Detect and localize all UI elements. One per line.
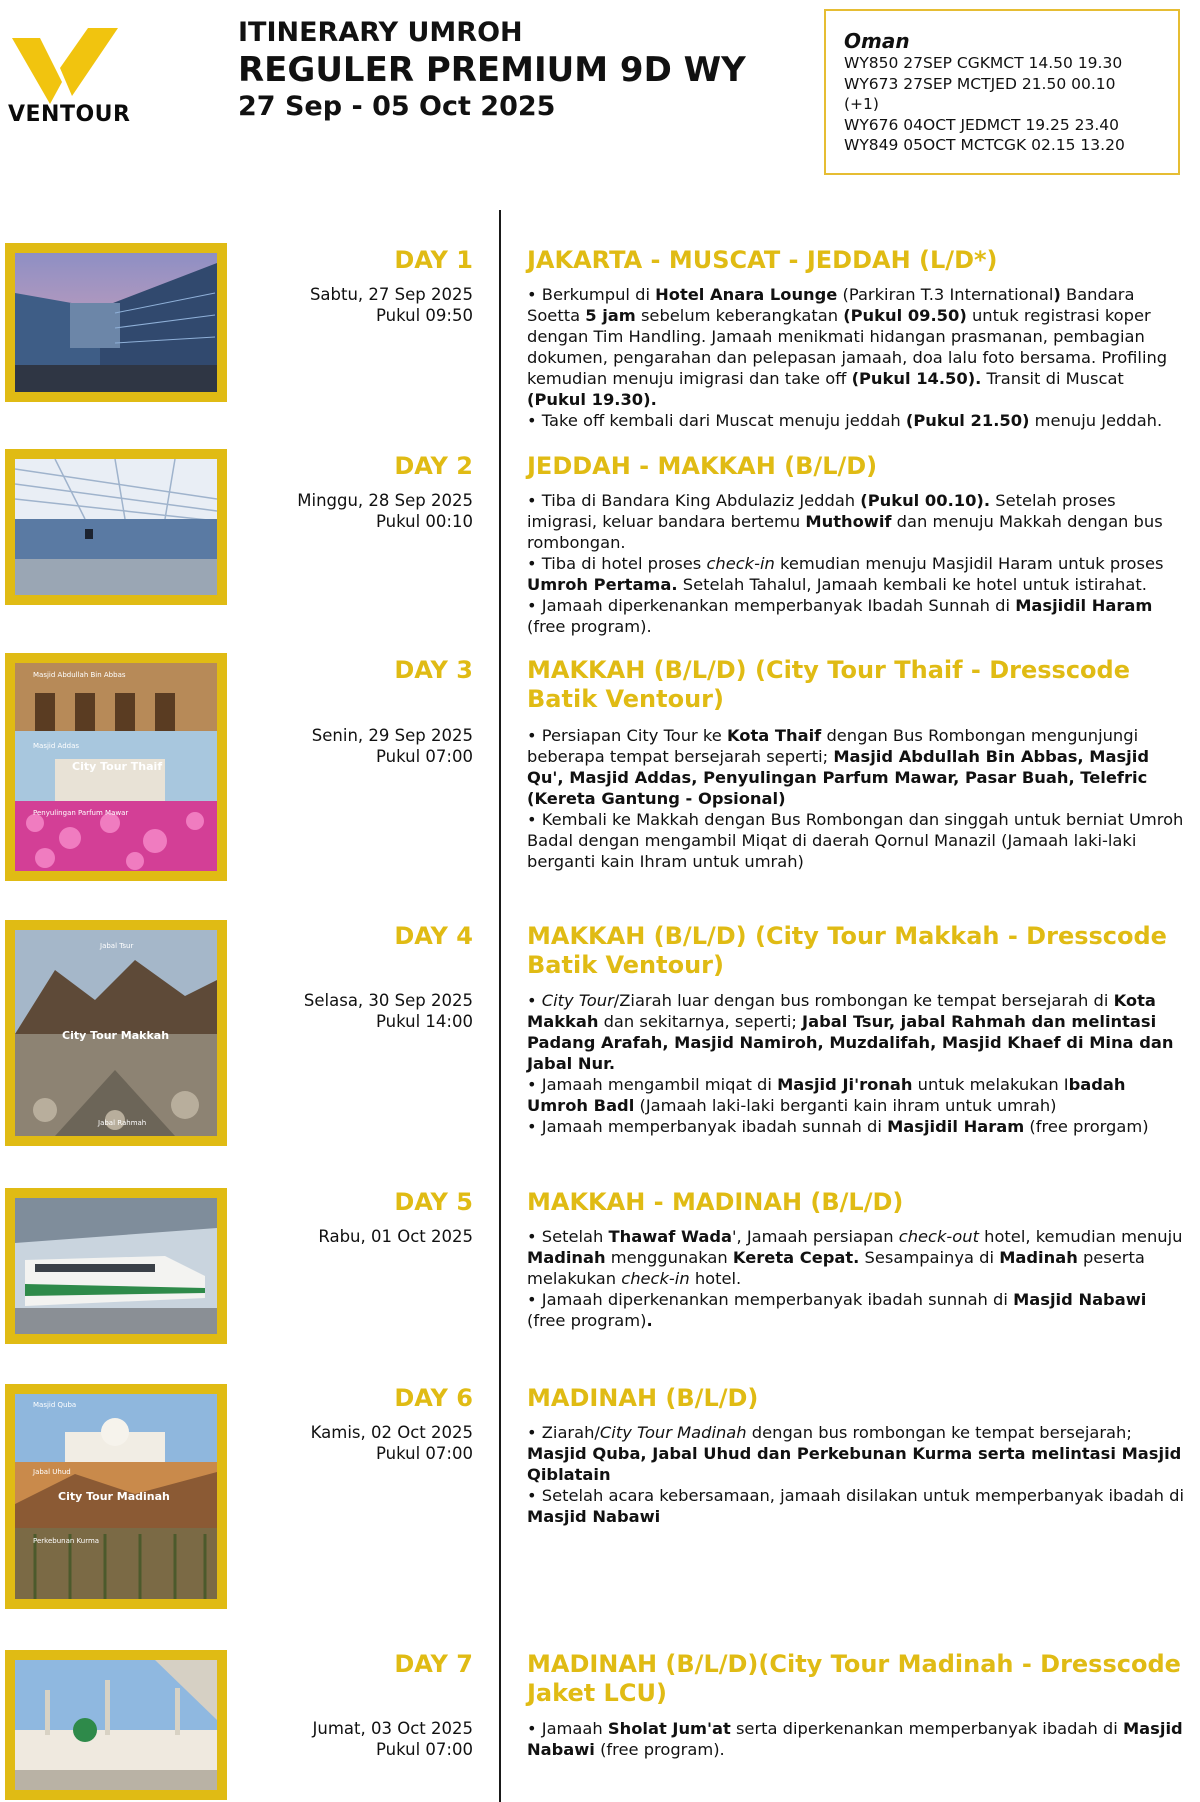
description-segment: Masjid Nabawi bbox=[1013, 1290, 1147, 1309]
description-segment: (free program). bbox=[594, 1740, 725, 1759]
description-segment: (Pukul 09.50) bbox=[843, 306, 967, 325]
description-segment: Umroh Pertama. bbox=[527, 575, 678, 594]
day-time-text: Pukul 14:00 bbox=[375, 1012, 473, 1031]
description-segment: (Pukul 21.50) bbox=[905, 411, 1030, 430]
description-segment: untuk melakukan I bbox=[912, 1075, 1069, 1094]
description-segment: Masjid Nabawi bbox=[527, 1719, 1183, 1759]
description-segment: • Berkumpul di bbox=[527, 285, 656, 304]
description-segment: Madinah bbox=[999, 1248, 1078, 1267]
day7-title: MADINAH (B/L/D)(City Tour Madinah - Dresscode Jaket LCU) bbox=[527, 1650, 1181, 1707]
title-dates: 27 Sep - 05 Oct 2025 bbox=[238, 91, 556, 122]
day5-description bbox=[527, 1226, 1187, 1331]
title-package: REGULER PREMIUM 9D WY bbox=[238, 50, 746, 90]
description-segment: (free prorgam) bbox=[1024, 1117, 1149, 1136]
description-segment: hotel, kemudian menuju bbox=[978, 1227, 1183, 1246]
day-date-text: Minggu, 28 Sep 2025 bbox=[297, 491, 473, 510]
ventour-logo bbox=[6, 24, 131, 128]
day1-description bbox=[527, 284, 1187, 431]
brand-name: VENTOUR bbox=[8, 102, 131, 127]
day2-description bbox=[527, 490, 1187, 637]
day5-photo bbox=[5, 1188, 227, 1344]
description-segment: check-in bbox=[621, 1269, 690, 1288]
day-time-text: Pukul 07:00 bbox=[375, 1740, 473, 1759]
day2-label: DAY 2 bbox=[394, 452, 473, 480]
description-segment: kemudian menuju Masjidil Haram untuk proses bbox=[774, 554, 1164, 573]
description-paragraph bbox=[527, 1485, 1187, 1527]
description-segment: Masjid Ji'ronah bbox=[777, 1075, 913, 1094]
page-title bbox=[238, 16, 746, 124]
description-segment: • Persiapan City Tour ke bbox=[527, 726, 727, 745]
description-segment: Sesampainya di bbox=[859, 1248, 1000, 1267]
day1-date bbox=[310, 284, 473, 326]
timeline-divider bbox=[499, 210, 501, 1802]
description-segment: • Jamaah mengambil miqat di bbox=[527, 1075, 778, 1094]
day3-label: DAY 3 bbox=[394, 656, 473, 684]
description-segment: Masjid Abdullah Bin Abbas, Masjid Qu', Masjid Addas, Penyulingan Parfum Mawar, Pasar Buah, Telefric (Kereta Gantung - Opsional) bbox=[527, 747, 1149, 808]
photo-caption: Masjid Addas bbox=[33, 742, 80, 750]
description-segment: dengan Bus Rombongan mengunjungi beberapa tempat bersejarah seperti; bbox=[527, 726, 1139, 766]
flight-info-box bbox=[824, 9, 1180, 175]
description-paragraph bbox=[527, 1074, 1187, 1116]
description-segment: check-out bbox=[898, 1227, 979, 1246]
photo-caption: City Tour Thaif bbox=[72, 760, 163, 773]
day2-date bbox=[297, 490, 473, 532]
description-paragraph bbox=[527, 410, 1187, 431]
day5-date bbox=[318, 1226, 473, 1247]
description-segment: Transit di Muscat bbox=[981, 369, 1124, 388]
day6-label: DAY 6 bbox=[394, 1384, 473, 1412]
description-segment: 5 jam bbox=[585, 306, 636, 325]
description-segment: • Ziarah/ bbox=[527, 1423, 600, 1442]
description-paragraph bbox=[527, 990, 1187, 1074]
description-segment: (Parkiran T.3 International bbox=[837, 285, 1054, 304]
description-segment: • Setelah bbox=[527, 1227, 609, 1246]
description-segment: • Take off kembali dari Muscat menuju jeddah bbox=[527, 411, 906, 430]
description-paragraph bbox=[527, 595, 1187, 637]
day2-title: JEDDAH - MAKKAH (B/L/D) bbox=[527, 452, 878, 480]
description-segment: Hotel Anara Lounge bbox=[655, 285, 838, 304]
day3-title: MAKKAH (B/L/D) (City Tour Thaif - Dresscode Batik Ventour) bbox=[527, 656, 1130, 713]
description-segment: Bandara Soetta bbox=[527, 285, 1135, 325]
description-segment: . bbox=[646, 1311, 653, 1330]
description-segment: hotel. bbox=[689, 1269, 742, 1288]
day-date-text: Rabu, 01 Oct 2025 bbox=[318, 1227, 473, 1246]
day-date-text: Jumat, 03 Oct 2025 bbox=[312, 1719, 473, 1738]
day-date-text: Kamis, 02 Oct 2025 bbox=[310, 1423, 473, 1442]
day6-description bbox=[527, 1422, 1187, 1527]
description-segment: City Tour bbox=[541, 991, 614, 1010]
day-time-text: Pukul 07:00 bbox=[375, 747, 473, 766]
description-paragraph bbox=[527, 284, 1187, 410]
day4-title: MAKKAH (B/L/D) (City Tour Makkah - Dresscode Batik Ventour) bbox=[527, 922, 1167, 979]
day5-label: DAY 5 bbox=[394, 1188, 473, 1216]
description-segment: (Pukul 00.10). bbox=[860, 491, 991, 510]
day1-photo bbox=[5, 243, 227, 402]
day6-date bbox=[311, 1422, 473, 1464]
description-segment: • Jamaah memperbanyak ibadah sunnah di bbox=[527, 1117, 888, 1136]
description-segment: dengan bus rombongan ke tempat bersejarah; bbox=[746, 1423, 1132, 1442]
description-segment: menuju Jeddah. bbox=[1029, 411, 1163, 430]
description-segment: • bbox=[527, 991, 542, 1010]
description-paragraph bbox=[527, 1226, 1187, 1289]
day7-label: DAY 7 bbox=[394, 1650, 473, 1678]
day7-photo bbox=[5, 1650, 227, 1800]
day4-description bbox=[527, 990, 1187, 1137]
hotel-lounge-image bbox=[15, 253, 217, 392]
description-segment: • Kembali ke Makkah dengan Bus Rombongan dan singgah untuk berniat Umroh Badal dengan mengambil Miqat di daerah Qornul Manazil (Jamaah laki-laki berganti kain Ihram untuk umrah) bbox=[527, 810, 1184, 871]
description-segment: Jabal Tsur, jabal Rahmah dan melintasi Padang Arafah, Masjid Namiroh, Muzdalifah, Masjid Khaef di Mina dan Jabal Nur. bbox=[527, 1012, 1174, 1073]
day3-description bbox=[527, 725, 1187, 872]
description-segment: Masjid Nabawi bbox=[527, 1507, 661, 1526]
day-date-text: Sabtu, 27 Sep 2025 bbox=[309, 285, 473, 304]
description-segment: Masjidil Haram bbox=[1015, 596, 1153, 615]
day2-photo bbox=[5, 449, 227, 605]
description-paragraph bbox=[527, 1718, 1187, 1760]
description-segment: Kota Thaif bbox=[726, 726, 822, 745]
day7-date bbox=[313, 1718, 473, 1760]
description-paragraph bbox=[527, 1289, 1187, 1331]
day4-date bbox=[304, 990, 473, 1032]
day-time-text: Pukul 09:50 bbox=[375, 306, 473, 325]
description-segment: Sholat Jum'at bbox=[607, 1719, 731, 1738]
photo-caption: Masjid Quba bbox=[33, 1401, 77, 1409]
description-segment: Thawaf Wada bbox=[608, 1227, 732, 1246]
day-date-text: Senin, 29 Sep 2025 bbox=[311, 726, 473, 745]
description-segment: (free program) bbox=[527, 1311, 647, 1330]
description-paragraph bbox=[527, 809, 1187, 872]
flight-line: WY676 04OCT JEDMCT 19.25 23.40 bbox=[844, 115, 1120, 134]
description-segment: City Tour Madinah bbox=[599, 1423, 747, 1442]
description-segment: Setelah Tahalul, Jamaah kembali ke hotel untuk istirahat. bbox=[677, 575, 1147, 594]
day-date-text: Selasa, 30 Sep 2025 bbox=[303, 991, 473, 1010]
description-segment: • Jamaah diperkenankan memperbanyak ibadah sunnah di bbox=[527, 1290, 1014, 1309]
day-time-text: Pukul 00:10 bbox=[375, 512, 473, 531]
description-segment: sebelum keberangkatan bbox=[635, 306, 844, 325]
description-segment: Setelah proses imigrasi, keluar bandara bertemu bbox=[527, 491, 1116, 531]
day7-description bbox=[527, 1718, 1187, 1760]
description-segment: dan sekitarnya, seperti; bbox=[598, 1012, 803, 1031]
description-paragraph bbox=[527, 1422, 1187, 1485]
day-time-text: Pukul 07:00 bbox=[375, 1444, 473, 1463]
description-segment: /Ziarah luar dengan bus rombongan ke tempat bersejarah di bbox=[613, 991, 1114, 1010]
description-segment: Kota Makkah bbox=[527, 991, 1156, 1031]
description-segment: ', Jamaah persiapan bbox=[732, 1227, 899, 1246]
description-segment: serta diperkenankan memperbanyak ibadah di bbox=[730, 1719, 1123, 1738]
day1-title: JAKARTA - MUSCAT - JEDDAH (L/D*) bbox=[527, 246, 998, 274]
title-itinerary: ITINERARY UMROH bbox=[238, 17, 523, 48]
flight-airline: Oman bbox=[844, 29, 910, 53]
description-segment: badah Umroh Badl bbox=[527, 1075, 1126, 1115]
ventour-v-logo-icon bbox=[6, 24, 124, 104]
day3-date bbox=[312, 725, 473, 767]
description-segment: Masjidil Haram bbox=[887, 1117, 1025, 1136]
flight-line: WY850 27SEP CGKMCT 14.50 19.30 bbox=[844, 54, 1123, 72]
description-segment: check-in bbox=[706, 554, 775, 573]
description-paragraph bbox=[527, 725, 1187, 809]
flight-line: WY849 05OCT MCTCGK 02.15 13.20 bbox=[844, 136, 1125, 154]
description-segment: Madinah bbox=[527, 1248, 606, 1267]
description-segment: Muthowif bbox=[805, 512, 892, 531]
photo-caption: Jabal Rahmah bbox=[98, 1119, 147, 1127]
day5-title: MAKKAH - MADINAH (B/L/D) bbox=[527, 1188, 904, 1216]
flight-line: (+1) bbox=[844, 95, 879, 113]
airport-terminal-image bbox=[15, 459, 217, 595]
description-segment: • Tiba di hotel proses bbox=[527, 554, 707, 573]
day4-label: DAY 4 bbox=[394, 922, 473, 950]
description-paragraph bbox=[527, 553, 1187, 595]
photo-caption: City Tour Madinah bbox=[58, 1490, 170, 1503]
description-segment: dan menuju Makkah dengan bus rombongan. bbox=[527, 512, 1163, 552]
description-segment: ) bbox=[1053, 285, 1061, 304]
description-segment: (Pukul 19.30). bbox=[527, 390, 657, 409]
photo-caption: Masjid Abdullah Bin Abbas bbox=[33, 671, 126, 679]
day1-label: DAY 1 bbox=[394, 246, 473, 274]
description-segment: menggunakan bbox=[605, 1248, 733, 1267]
description-segment: untuk registrasi koper dengan Tim Handling. Jamaah menikmati hidangan prasmanan, pembagian dokumen, pengarahan dan pelepasan jamaah, doa lalu foto bersama. Profiling kemudian menuju imigrasi dan take off bbox=[527, 306, 1168, 388]
description-segment: Masjid Quba, Jabal Uhud dan Perkebunan Kurma serta melintasi Masjid Qiblatain bbox=[527, 1444, 1182, 1484]
high-speed-train-image bbox=[15, 1198, 217, 1334]
description-segment: • Setelah acara kebersamaan, jamaah disilakan untuk memperbanyak ibadah di bbox=[527, 1486, 1184, 1505]
photo-caption: Penyulingan Parfum Mawar bbox=[33, 809, 129, 817]
photo-caption: Jabal Tsur bbox=[100, 942, 134, 950]
photo-caption: Perkebunan Kurma bbox=[33, 1537, 100, 1545]
description-segment: • Jamaah diperkenankan memperbanyak Ibadah Sunnah di bbox=[527, 596, 1016, 615]
day6-title: MADINAH (B/L/D) bbox=[527, 1384, 759, 1412]
description-paragraph bbox=[527, 490, 1187, 553]
description-segment: (Jamaah laki-laki berganti kain ihram untuk umrah) bbox=[634, 1096, 1057, 1115]
photo-caption: Jabal Uhud bbox=[33, 1468, 71, 1476]
description-segment: • Jamaah bbox=[527, 1719, 608, 1738]
description-segment: (Pukul 14.50). bbox=[851, 369, 982, 388]
description-segment: Kereta Cepat. bbox=[732, 1248, 860, 1267]
description-segment: • Tiba di Bandara King Abdulaziz Jeddah bbox=[527, 491, 861, 510]
photo-caption: City Tour Makkah bbox=[62, 1029, 170, 1042]
description-segment: peserta melakukan bbox=[527, 1248, 1145, 1288]
description-paragraph bbox=[527, 1116, 1187, 1137]
flight-line: WY673 27SEP MCTJED 21.50 00.10 bbox=[844, 74, 1116, 93]
masjid-nabawi-image bbox=[15, 1660, 217, 1790]
description-segment: (free program). bbox=[527, 617, 652, 636]
